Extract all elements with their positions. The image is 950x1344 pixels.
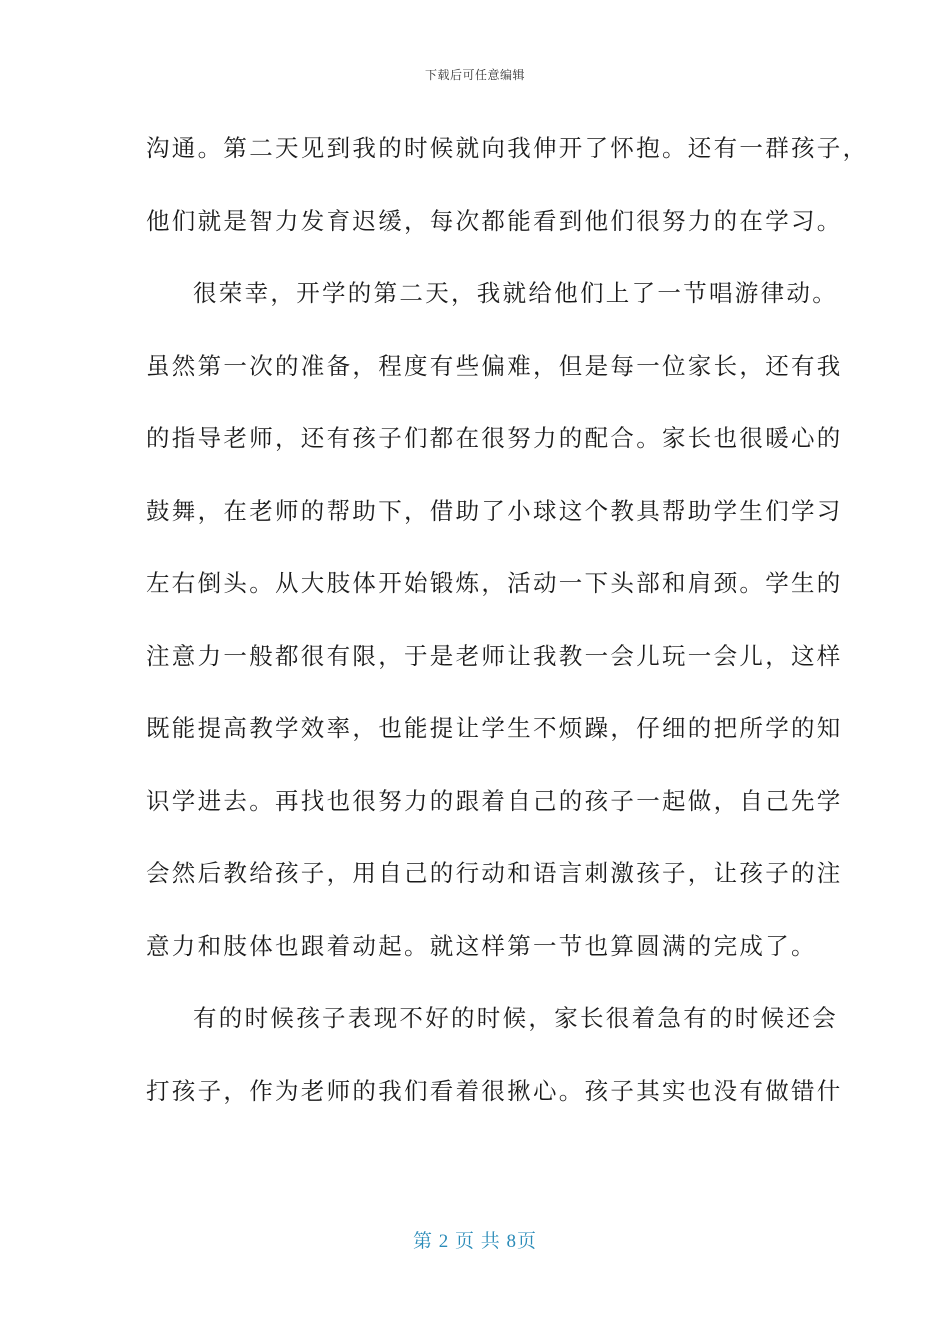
text-line: 虽然第一次的准备，程度有些偏难，但是每一位家长，还有我	[146, 351, 843, 380]
download-note: 下载后可任意编辑	[424, 68, 525, 82]
text-line: 左右倒头。从大肢体开始锻炼，活动一下头部和肩颈。学生的	[146, 569, 843, 597]
text-line: 意力和肢体也跟着动起。就这样第一节也算圆满的完成了。	[146, 931, 817, 960]
paragraph-start-line: 有的时候孩子表现不好的时候，家长很着急有的时候还会	[193, 1004, 838, 1032]
document-body	[146, 112, 869, 1127]
paragraph-start-line: 很荣幸，开学的第二天，我就给他们上了一节唱游律动。	[193, 279, 838, 307]
text-line: 既能提高教学效率，也能提让学生不烦躁，仔细的把所学的知	[146, 714, 843, 742]
text-line: 沟通。第二天见到我的时候就向我伸开了怀抱。还有一群孩子，	[146, 134, 869, 162]
text-line: 他们就是智力发育迟缓，每次都能看到他们很努力的在学习。	[146, 206, 843, 235]
text-line: 注意力一般都很有限，于是老师让我教一会儿玩一会儿，这样	[146, 641, 843, 670]
text-line: 鼓舞，在老师的帮助下，借助了小球这个教具帮助学生们学习	[146, 496, 843, 525]
text-line: 的指导老师，还有孩子们都在很努力的配合。家长也很暖心的	[146, 424, 843, 452]
text-line: 识学进去。再找也很努力的跟着自己的孩子一起做，自己先学	[146, 786, 843, 815]
text-line: 打孩子，作为老师的我们看着很揪心。孩子其实也没有做错什	[146, 1076, 843, 1105]
text-line: 会然后教给孩子，用自己的行动和语言刺激孩子，让孩子的注	[146, 859, 843, 887]
page-number: 第 2 页 共 8页	[412, 1231, 537, 1252]
